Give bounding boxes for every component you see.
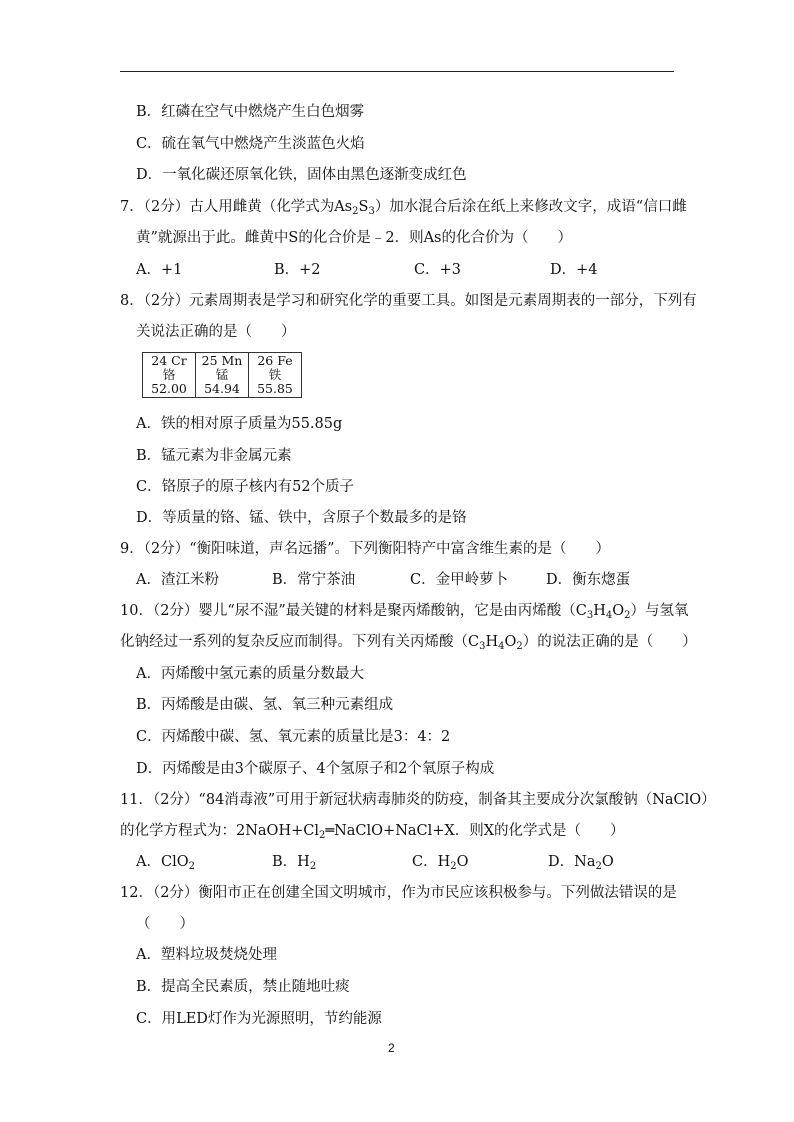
- q7-option-a: A．+1: [136, 262, 183, 278]
- q7-stem-line2: 黄”就源出于此。雌黄中S的化合价是﹣2．则As的化合价为（ ）: [136, 230, 572, 246]
- q7-option-b: B．+2: [274, 262, 321, 278]
- q12-option-c: C．用LED灯作为光源照明，节约能源: [136, 1011, 382, 1027]
- q8-stem-line2: 关说法正确的是（ ）: [136, 324, 296, 340]
- q8-option-c: C．铬原子的原子核内有52个质子: [136, 479, 355, 495]
- q11-stem-line2: 的化学方程式为：$2NaOH+Cl_2═NaClO+NaCl+X$．则X的化学式是（ ）: [120, 823, 625, 841]
- q9-options: [136, 570, 630, 590]
- q9-option-d: D．衡东㷓蛋: [546, 572, 631, 588]
- element-cell-mn: 25 Mn 锰 54.94: [196, 353, 249, 398]
- element-cell-fe: 26 Fe 铁 55.85: [249, 353, 302, 398]
- q6-option-d: D．一氧化碳还原氧化铁，固体由黑色逐渐变成红色: [136, 167, 467, 183]
- q7-option-d: D．+4: [550, 262, 598, 278]
- q7-options: [136, 260, 598, 280]
- q10-option-d: D．丙烯酸是由3个碳原子、4个氢原子和2个氧原子构成: [136, 761, 495, 777]
- q9-option-b: B．常宁茶油: [272, 572, 356, 588]
- q8-option-b: B．锰元素为非金属元素: [136, 448, 292, 464]
- q12-option-b: B．提高全民素质，禁止随地吐痰: [136, 979, 350, 995]
- q7-option-c: C．+3: [414, 262, 461, 278]
- q11-stem-line1: 11．（2分）“84消毒液”可用于新冠状病毒肺炎的防疫，制备其主要成分次氯酸钠（NaClO）: [120, 792, 716, 808]
- element-cell-cr: 24 Cr 铬 52.00: [143, 353, 196, 398]
- periodic-table-excerpt: [142, 352, 302, 398]
- q9-stem: 9．（2分）“衡阳味道，声名远播”。下列衡阳特产中富含维生素的是（ ）: [120, 541, 611, 557]
- q6-option-c: C．硫在氧气中燃烧产生淡蓝色火焰: [136, 136, 365, 152]
- page-number: 2: [388, 1041, 395, 1055]
- q9-option-a: A．渣江米粉: [136, 572, 219, 588]
- header-rule: [120, 71, 674, 72]
- q10-stem-line1: 10．（2分）婴儿“尿不湿”最关键的材料是聚丙烯酸钠，它是由丙烯酸$(C_3H_4O_2)$与氢氧: [120, 603, 689, 621]
- q9-option-c: C．金甲岭萝卜: [410, 572, 509, 588]
- q11-option-d: D．$Na_2O$: [548, 854, 614, 872]
- q11-option-b: B．$H_2$: [272, 854, 317, 872]
- q11-options: [136, 852, 614, 872]
- q10-option-c: C．丙烯酸中碳、氢、氧元素的质量比是3：4：2: [136, 729, 451, 745]
- q10-option-a: A．丙烯酸中氢元素的质量分数最大: [136, 666, 364, 682]
- q12-option-a: A．塑料垃圾焚烧处理: [136, 947, 277, 963]
- q7-stem-line1: 7．（2分）古人用雌黄（化学式为$As_2S_3$）加水混合后涂在纸上来修改文字，成语“信口雌: [120, 199, 687, 217]
- q10-stem-line2: 化钠经过一系列的复杂反应而制得。下列有关丙烯酸$(C_3H_4O_2)$的说法正确的是（ ）: [120, 634, 697, 652]
- q8-option-d: D．等质量的铬、锰、铁中，含原子个数最多的是铬: [136, 510, 467, 526]
- q8-stem-line1: 8．（2分）元素周期表是学习和研究化学的重要工具。如图是元素周期表的一部分，下列有: [120, 293, 697, 309]
- q10-option-b: B．丙烯酸是由碳、氢、氧三种元素组成: [136, 697, 394, 713]
- q11-option-a: A．ClO$_2$: [136, 854, 195, 872]
- q8-option-a: A．铁的相对原子质量为55.85g: [136, 416, 343, 432]
- q6-option-b: B．红磷在空气中燃烧产生白色烟雾: [136, 104, 365, 120]
- q12-stem-line2: （ ）: [136, 916, 194, 932]
- q12-stem-line1: 12．（2分）衡阳市正在创建全国文明城市，作为市民应该积极参与。下列做法错误的是: [120, 885, 677, 901]
- q11-option-c: C．$H_2O$: [412, 854, 469, 872]
